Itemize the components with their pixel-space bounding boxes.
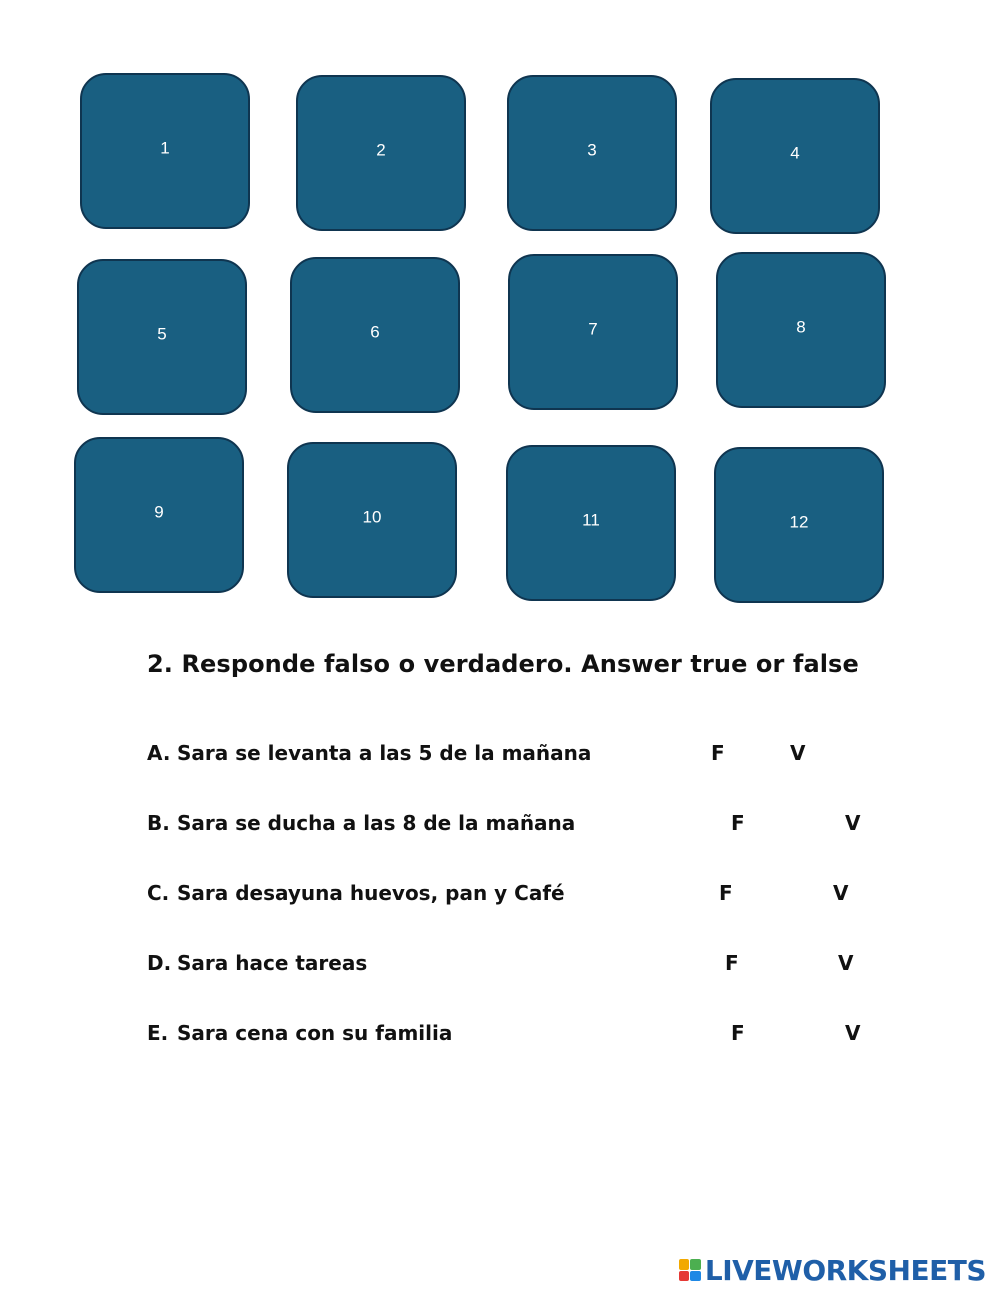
false-option-d[interactable]: F	[725, 951, 739, 975]
logo-block	[679, 1271, 690, 1282]
tile-12[interactable]	[714, 447, 884, 603]
question-letter: E.	[147, 1021, 169, 1045]
tile-number: 7	[588, 319, 598, 339]
tile-1[interactable]	[80, 73, 250, 229]
question-d	[147, 951, 367, 975]
tile-7[interactable]	[508, 254, 678, 410]
tile-number: 11	[582, 510, 600, 530]
tile-number: 4	[790, 143, 800, 163]
tile-11[interactable]	[506, 445, 676, 601]
logo-block	[690, 1271, 701, 1282]
false-option-e[interactable]: F	[731, 1021, 745, 1045]
question-letter: A.	[147, 741, 171, 765]
true-option-a[interactable]: V	[790, 741, 806, 765]
tile-number: 9	[154, 502, 164, 522]
false-option-b[interactable]: F	[731, 811, 745, 835]
tile-number: 6	[370, 322, 380, 342]
question-text: Sara cena con su familia	[177, 1021, 453, 1045]
question-text: Sara se ducha a las 8 de la mañana	[177, 811, 576, 835]
brand-name: LIVEWORKSHEETS	[704, 1253, 986, 1287]
question-letter: C.	[147, 881, 170, 905]
tile-6[interactable]	[290, 257, 460, 413]
tile-9[interactable]	[74, 437, 244, 593]
true-option-e[interactable]: V	[845, 1021, 861, 1045]
tile-number: 8	[796, 317, 806, 337]
question-text: Sara hace tareas	[177, 951, 368, 975]
tile-number: 2	[376, 140, 386, 160]
true-option-c[interactable]: V	[833, 881, 849, 905]
section-heading: 2. Responde falso o verdadero. Answer true or false	[147, 650, 859, 678]
tile-4[interactable]	[710, 78, 880, 234]
logo-block	[690, 1259, 701, 1270]
tile-number: 10	[362, 507, 382, 527]
tile-5[interactable]	[77, 259, 247, 415]
tile-number: 5	[157, 324, 167, 344]
false-option-a[interactable]: F	[711, 741, 725, 765]
true-option-b[interactable]: V	[845, 811, 861, 835]
true-option-d[interactable]: V	[838, 951, 854, 975]
question-e	[147, 1021, 452, 1045]
tile-2[interactable]	[296, 75, 466, 231]
question-b	[147, 811, 575, 835]
question-a	[147, 741, 591, 765]
tile-number: 1	[160, 138, 170, 158]
false-option-c[interactable]: F	[719, 881, 733, 905]
question-c	[147, 881, 565, 905]
liveworksheets-logo-icon	[679, 1259, 701, 1281]
question-text: Sara se levanta a las 5 de la mañana	[177, 741, 592, 765]
liveworksheets-brand	[679, 1252, 986, 1288]
question-letter: B.	[147, 811, 170, 835]
question-letter: D.	[147, 951, 172, 975]
tile-number: 12	[789, 512, 809, 532]
question-text: Sara desayuna huevos, pan y Café	[177, 881, 565, 905]
logo-block	[679, 1259, 690, 1270]
tile-10[interactable]	[287, 442, 457, 598]
tile-3[interactable]	[507, 75, 677, 231]
tile-8[interactable]	[716, 252, 886, 408]
tile-number: 3	[587, 140, 597, 160]
